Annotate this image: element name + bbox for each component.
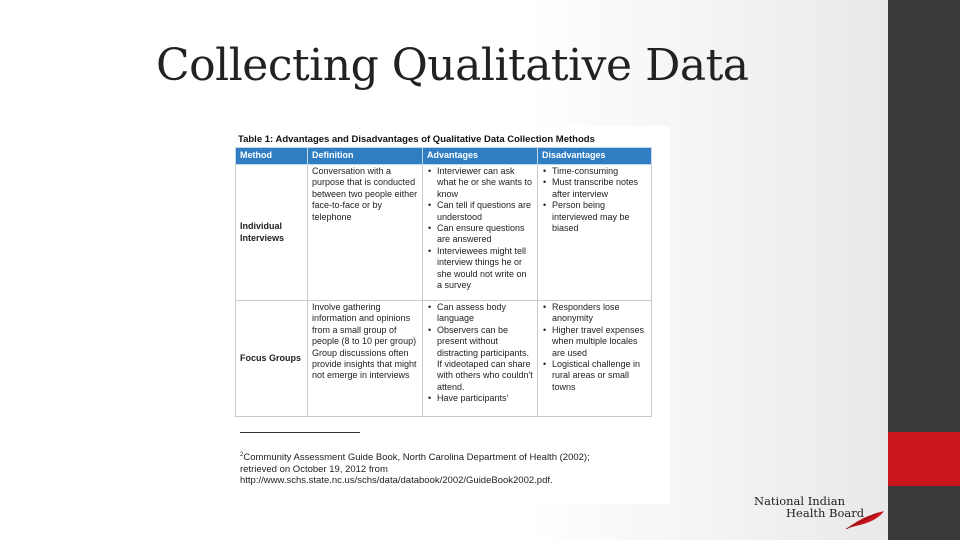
footnote-divider — [240, 432, 360, 433]
table-header-row — [236, 148, 652, 165]
list-item: • Higher travel expenses when multiple locales are used — [552, 325, 647, 359]
red-accent-block — [888, 432, 960, 486]
list-item: • Interviewees might tell interview things he or she would not write on a survey — [437, 246, 533, 292]
feather-icon — [844, 508, 888, 530]
list-item: • Interviewer can ask what he or she wants to know — [437, 166, 533, 200]
list-item: • Logistical challenge in rural areas or small towns — [552, 359, 647, 393]
footnote — [240, 450, 664, 487]
advantages-cell — [423, 301, 538, 417]
definition-cell: Involve gathering information and opinions from a small group of people (8 to 10 per group) Group discussions often provide insights that might not emerge in interviews — [308, 301, 423, 417]
footnote-url: http://www.schs.state.nc.us/schs/data/databook/2002/GuideBook2002.pdf. — [240, 475, 553, 487]
right-sidebar-bar — [888, 0, 960, 540]
list-item: • Can tell if questions are understood — [437, 200, 533, 223]
footnote-line — [240, 450, 664, 464]
list-item: • Person being interviewed may be biased — [552, 200, 647, 234]
header-definition: Definition — [308, 148, 423, 165]
definition-cell: Conversation with a purpose that is conducted between two people either face-to-face or by telephone — [308, 165, 423, 301]
header-advantages: Advantages — [423, 148, 538, 165]
table-row — [236, 301, 652, 417]
list-item: • Must transcribe notes after interview — [552, 177, 647, 200]
footnote-line: retrieved on October 19, 2012 from — [240, 463, 388, 475]
list-item: • Can assess body language — [437, 302, 533, 325]
slide-title: Collecting Qualitative Data — [156, 40, 749, 91]
qualitative-methods-table — [235, 147, 652, 417]
footnote-marker: 2 — [240, 452, 244, 458]
header-method: Method — [236, 148, 308, 165]
nihb-logo — [752, 494, 888, 530]
footnote-citation: Community Assessment Guide Book, North Carolina Department of Health (2002); — [243, 452, 590, 464]
list-item: • Responders lose anonymity — [552, 302, 647, 325]
table-document-image — [234, 126, 670, 504]
list-item: • Can ensure questions are answered — [437, 223, 533, 246]
logo-line-1: National Indian — [754, 494, 845, 508]
disadvantages-cell — [538, 165, 652, 301]
method-cell: Focus Groups — [236, 301, 308, 417]
list-item: • Time-consuming — [552, 166, 647, 177]
method-cell: Individual Interviews — [236, 165, 308, 301]
header-disadvantages: Disadvantages — [538, 148, 652, 165]
list-item: • Observers can be present without distracting participants. If videotaped can share with others who couldn't attend. — [437, 325, 533, 393]
disadvantages-cell — [538, 301, 652, 417]
table-row — [236, 165, 652, 301]
table-caption: Table 1: Advantages and Disadvantages of Qualitative Data Collection Methods — [238, 134, 595, 145]
list-item: • Have participants' — [437, 393, 533, 404]
logo-line-2: Health Board — [786, 506, 865, 520]
advantages-cell — [423, 165, 538, 301]
